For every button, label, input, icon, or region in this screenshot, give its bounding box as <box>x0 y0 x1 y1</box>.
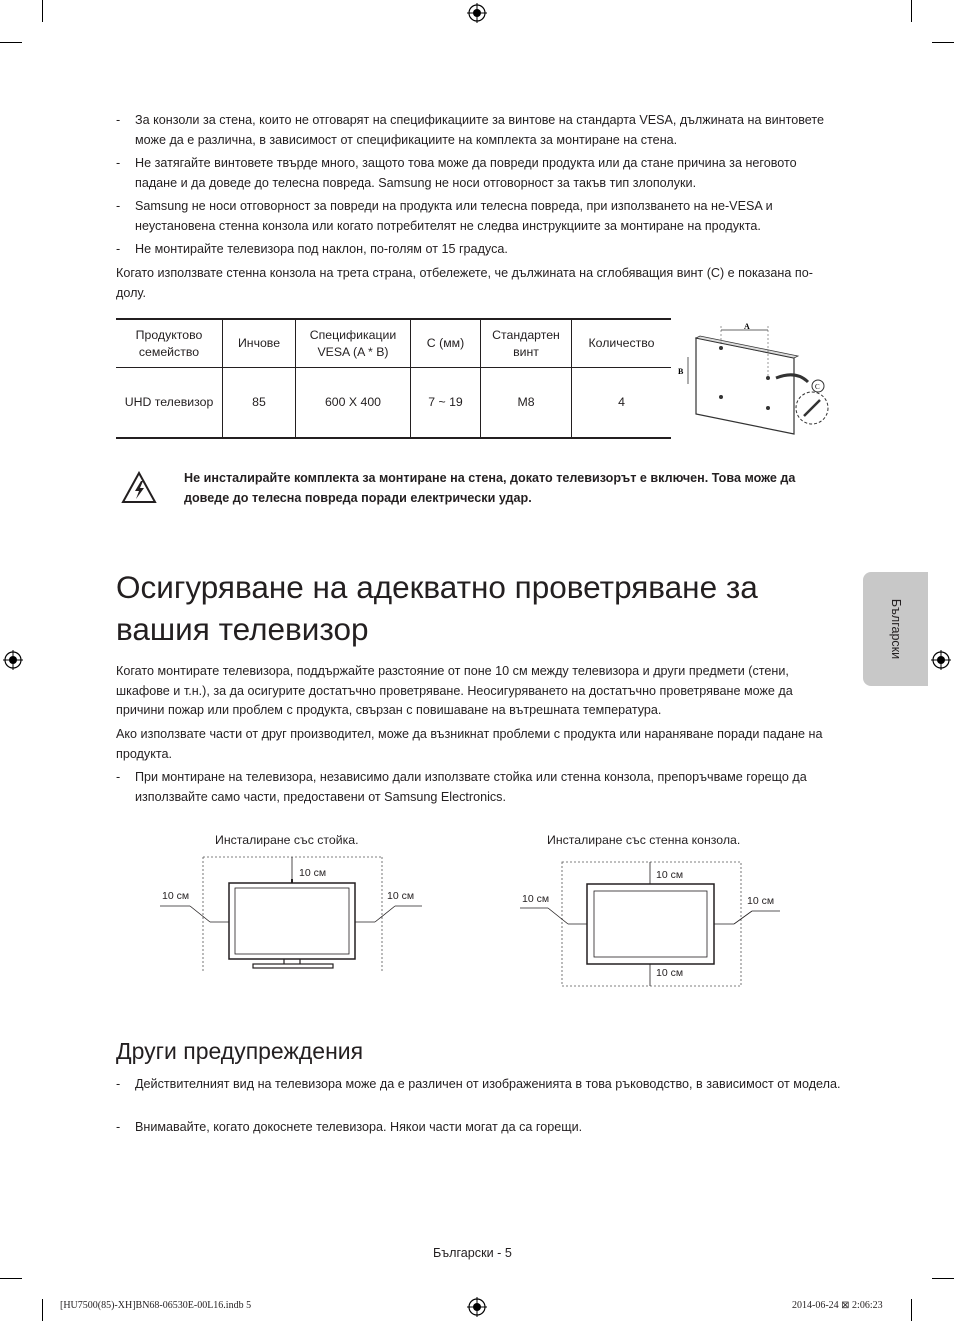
wall-mount-diagram <box>676 320 836 438</box>
crop-mark <box>42 1299 43 1321</box>
list-item-text: Внимавайте, когато докоснете телевизора. Някои части могат да са горещи. <box>135 1120 583 1134</box>
warning-text: Не инсталирайте комплекта за монтиране на стена, докато телевизорът е включен. Това може да доведе до телесна повреда поради електрически удар. <box>184 471 796 505</box>
clearance-right-label: 10 см <box>387 890 415 902</box>
list-item <box>116 240 841 260</box>
clearance-right-label: 10 см <box>747 895 775 907</box>
clearance-bottom-label: 10 см <box>656 967 684 979</box>
list-item <box>116 154 841 193</box>
list-item-text: Не монтирайте телевизора под наклон, по-голям от 15 градуса. <box>135 242 508 256</box>
table-header: Спецификации VESA (A * B) <box>296 319 411 368</box>
stand-diagram-title: Инсталиране със стойка. <box>215 833 359 847</box>
crop-mark <box>42 0 43 22</box>
registration-mark-icon <box>467 1297 487 1317</box>
bullet-dash: - <box>116 113 121 127</box>
list-item <box>116 1075 841 1095</box>
electric-shock-warning-icon <box>121 471 157 505</box>
table-cell: 7 ~ 19 <box>411 368 481 439</box>
crop-mark <box>932 42 954 43</box>
crop-mark <box>911 1299 912 1321</box>
clearance-left-label: 10 см <box>162 890 190 902</box>
bullet-dash: - <box>116 770 121 784</box>
list-item-text: При монтиране на телевизора, независимо дали използвате стойка или стенна конзола, препоръчваме горещо да използвайте само части, предоставени от Samsung Electronics. <box>135 770 807 804</box>
list-item-text: Samsung не носи отговорност за повреди на продукта или телесна повреда, при използването на не-VESA и неустановена стенна конзола или когато потребителят не следва инструкциите за монтиране на продукта. <box>135 199 773 233</box>
dimension-a-label: A <box>744 322 750 331</box>
clearance-top-label: 10 см <box>299 867 327 879</box>
table-cell: 85 <box>223 368 296 439</box>
table-row <box>116 368 671 439</box>
list-item-text: Действителният вид на телевизора може да е различен от изображенията в това ръководство, в зависимост от модела. <box>135 1077 841 1091</box>
table-cell: M8 <box>481 368 572 439</box>
list-item <box>116 768 841 807</box>
section-title: Осигуряване на адекватно проветряване за вашия телевизор <box>116 569 758 647</box>
clearance-left-label: 10 см <box>522 893 550 905</box>
clearance-top-label: 10 см <box>656 869 684 881</box>
print-timestamp: 2014-06-24 ⊠ 2:06:23 <box>792 1300 883 1311</box>
registration-mark-icon <box>931 650 951 670</box>
table-header: Стандартен винт <box>481 319 572 368</box>
table-header: C (мм) <box>411 319 481 368</box>
bullet-dash: - <box>116 199 121 213</box>
intro-paragraph: Когато използвате стенна конзола на трета страна, отбележете, че дължината на сглобяващия винт (C) е показана по-долу. <box>116 266 813 300</box>
list-item <box>116 111 841 150</box>
registration-mark-icon <box>3 650 23 670</box>
table-header: Количество <box>572 319 672 368</box>
stand-installation-diagram <box>160 855 425 975</box>
language-side-tab <box>863 572 928 686</box>
table-header-row <box>116 319 671 368</box>
wall-diagram-title: Инсталиране със стенна конзола. <box>547 833 741 847</box>
crop-mark <box>0 1278 22 1279</box>
table-cell: 4 <box>572 368 672 439</box>
table-cell: 600 X 400 <box>296 368 411 439</box>
bullet-dash: - <box>116 1077 121 1091</box>
table-cell: UHD телевизор <box>116 368 223 439</box>
crop-mark <box>932 1278 954 1279</box>
language-side-tab-label: Български <box>888 598 903 660</box>
vesa-spec-table <box>116 318 671 439</box>
list-item <box>116 1118 841 1138</box>
table-header: Продуктово семейство <box>116 319 223 368</box>
wall-installation-diagram <box>520 860 782 988</box>
bullet-dash: - <box>116 242 121 256</box>
registration-mark-icon <box>467 3 487 23</box>
ventilation-paragraph: Ако използвате части от друг производител, може да възникнат проблеми с продукта или нараняване поради падане на продукта. <box>116 727 823 761</box>
dimension-b-label: B <box>678 367 684 376</box>
list-item-text: Не затягайте винтовете твърде много, защото това може да повреди продукта или да стане причина за неговото падане и да доведе до телесна повреда. Samsung не носи отговорност за такъв тип злополуки. <box>135 156 797 190</box>
dimension-c-label: C <box>815 383 820 391</box>
subsection-title: Други предупреждения <box>116 1038 364 1064</box>
bullet-dash: - <box>116 1120 121 1134</box>
ventilation-paragraph: Когато монтирате телевизора, поддържайте разстояние от поне 10 см между телевизора и други предмети (стени, шкафове и т.н.), за да осигурите достатъчно проветряване. Неосигуряването на достатъчно проветряване може да причини пожар или проблем с продукта, свързан с повишаване на вътрешната температура. <box>116 664 793 718</box>
print-file-info: [HU7500(85)-XH]BN68-06530E-00L16.indb 5 <box>60 1300 252 1311</box>
table-header: Инчове <box>223 319 296 368</box>
bullet-dash: - <box>116 156 121 170</box>
list-item-text: За конзоли за стена, които не отговарят на спецификациите за винтове на стандарта VESA, дължината на винтовете може да е различна, в зависимост от спецификациите на комплекта за монтиране на стена. <box>135 113 825 147</box>
page-number: Български - 5 <box>433 1246 512 1260</box>
crop-mark <box>0 42 22 43</box>
list-item <box>116 197 841 236</box>
crop-mark <box>911 0 912 22</box>
